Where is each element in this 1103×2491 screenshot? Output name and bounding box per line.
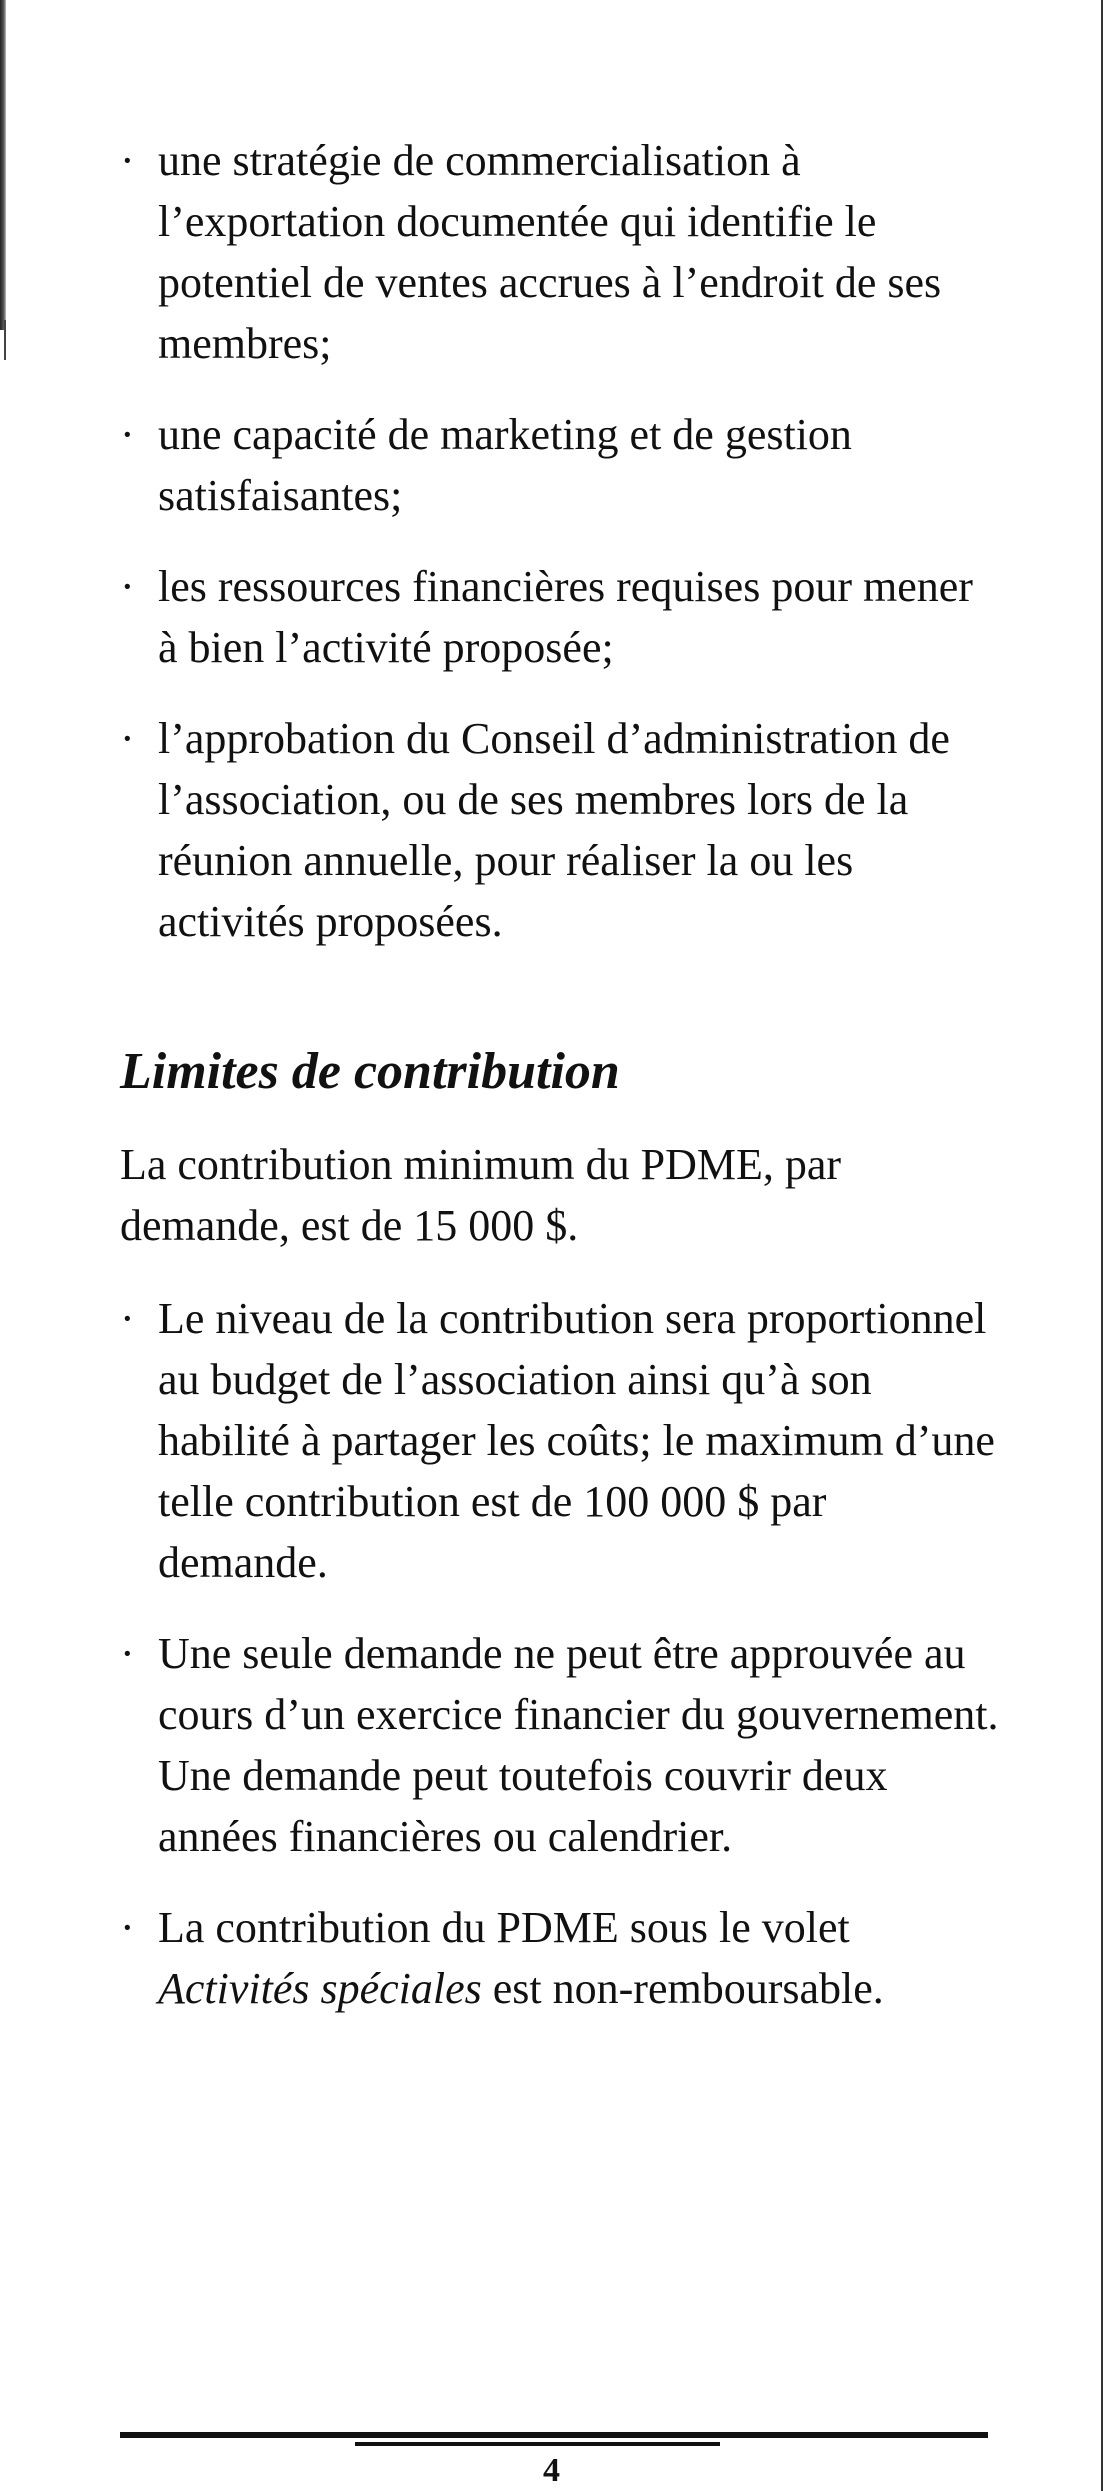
list-item-text: une stratégie de commercialisation à l’exportation documentée qui identifie le potentiel de ventes accrues à l’endroit de ses membres; <box>158 136 942 368</box>
bullet-icon: · <box>120 1903 135 1952</box>
list-item <box>120 556 1000 678</box>
list-item-text: l’approbation du Conseil d’administration de l’association, ou de ses membres lors de la réunion annuelle, pour réaliser la ou les activités proposées. <box>158 714 950 946</box>
bullet-icon: · <box>120 1294 135 1343</box>
bullet-icon: · <box>120 1629 135 1678</box>
bullet-icon: · <box>120 136 135 185</box>
page-content <box>120 130 1000 2049</box>
list-item-text-prefix: La contribution du PDME sous le volet <box>158 1903 850 1952</box>
footer-rule-secondary <box>355 2442 720 2446</box>
list-item-text: une capacité de marketing et de gestion satisfaisantes; <box>158 410 852 520</box>
bullet-icon: · <box>120 562 135 611</box>
scan-edge-left <box>0 0 6 330</box>
list-item <box>120 708 1000 952</box>
list-item-text: Une seule demande ne peut être approuvée au cours d’un exercice financier du gouvernement. Une demande peut toutefois couvrir deux années financières ou calendrier. <box>158 1629 999 1861</box>
footer-rule <box>120 2432 988 2438</box>
list-item <box>120 1288 1000 1593</box>
list-item-text-suffix: est non-remboursable. <box>492 1964 884 2013</box>
list-item <box>120 1897 1000 2019</box>
list-item <box>120 1623 1000 1867</box>
page-number: 4 <box>543 2452 560 2489</box>
program-name: Activités spéciales <box>158 1964 482 2013</box>
list-item-text: les ressources financières requises pour mener à bien l’activité proposée; <box>158 562 973 672</box>
list-item <box>120 404 1000 526</box>
bullet-icon: · <box>120 410 135 459</box>
intro-paragraph: La contribution minimum du PDME, par demande, est de 15 000 $. <box>120 1140 842 1250</box>
section-heading: Limites de contribution <box>120 1043 620 1100</box>
criteria-list <box>120 130 1000 952</box>
contribution-list <box>120 1288 1000 2019</box>
scan-edge-mark <box>4 320 6 360</box>
bullet-icon: · <box>120 714 135 763</box>
list-item <box>120 130 1000 374</box>
list-item-text: Le niveau de la contribution sera proportionnel au budget de l’association ainsi qu’à son habilité à partager les coûts; le maximum d’une telle contribution est de 100 000 $ par demande. <box>158 1294 995 1587</box>
